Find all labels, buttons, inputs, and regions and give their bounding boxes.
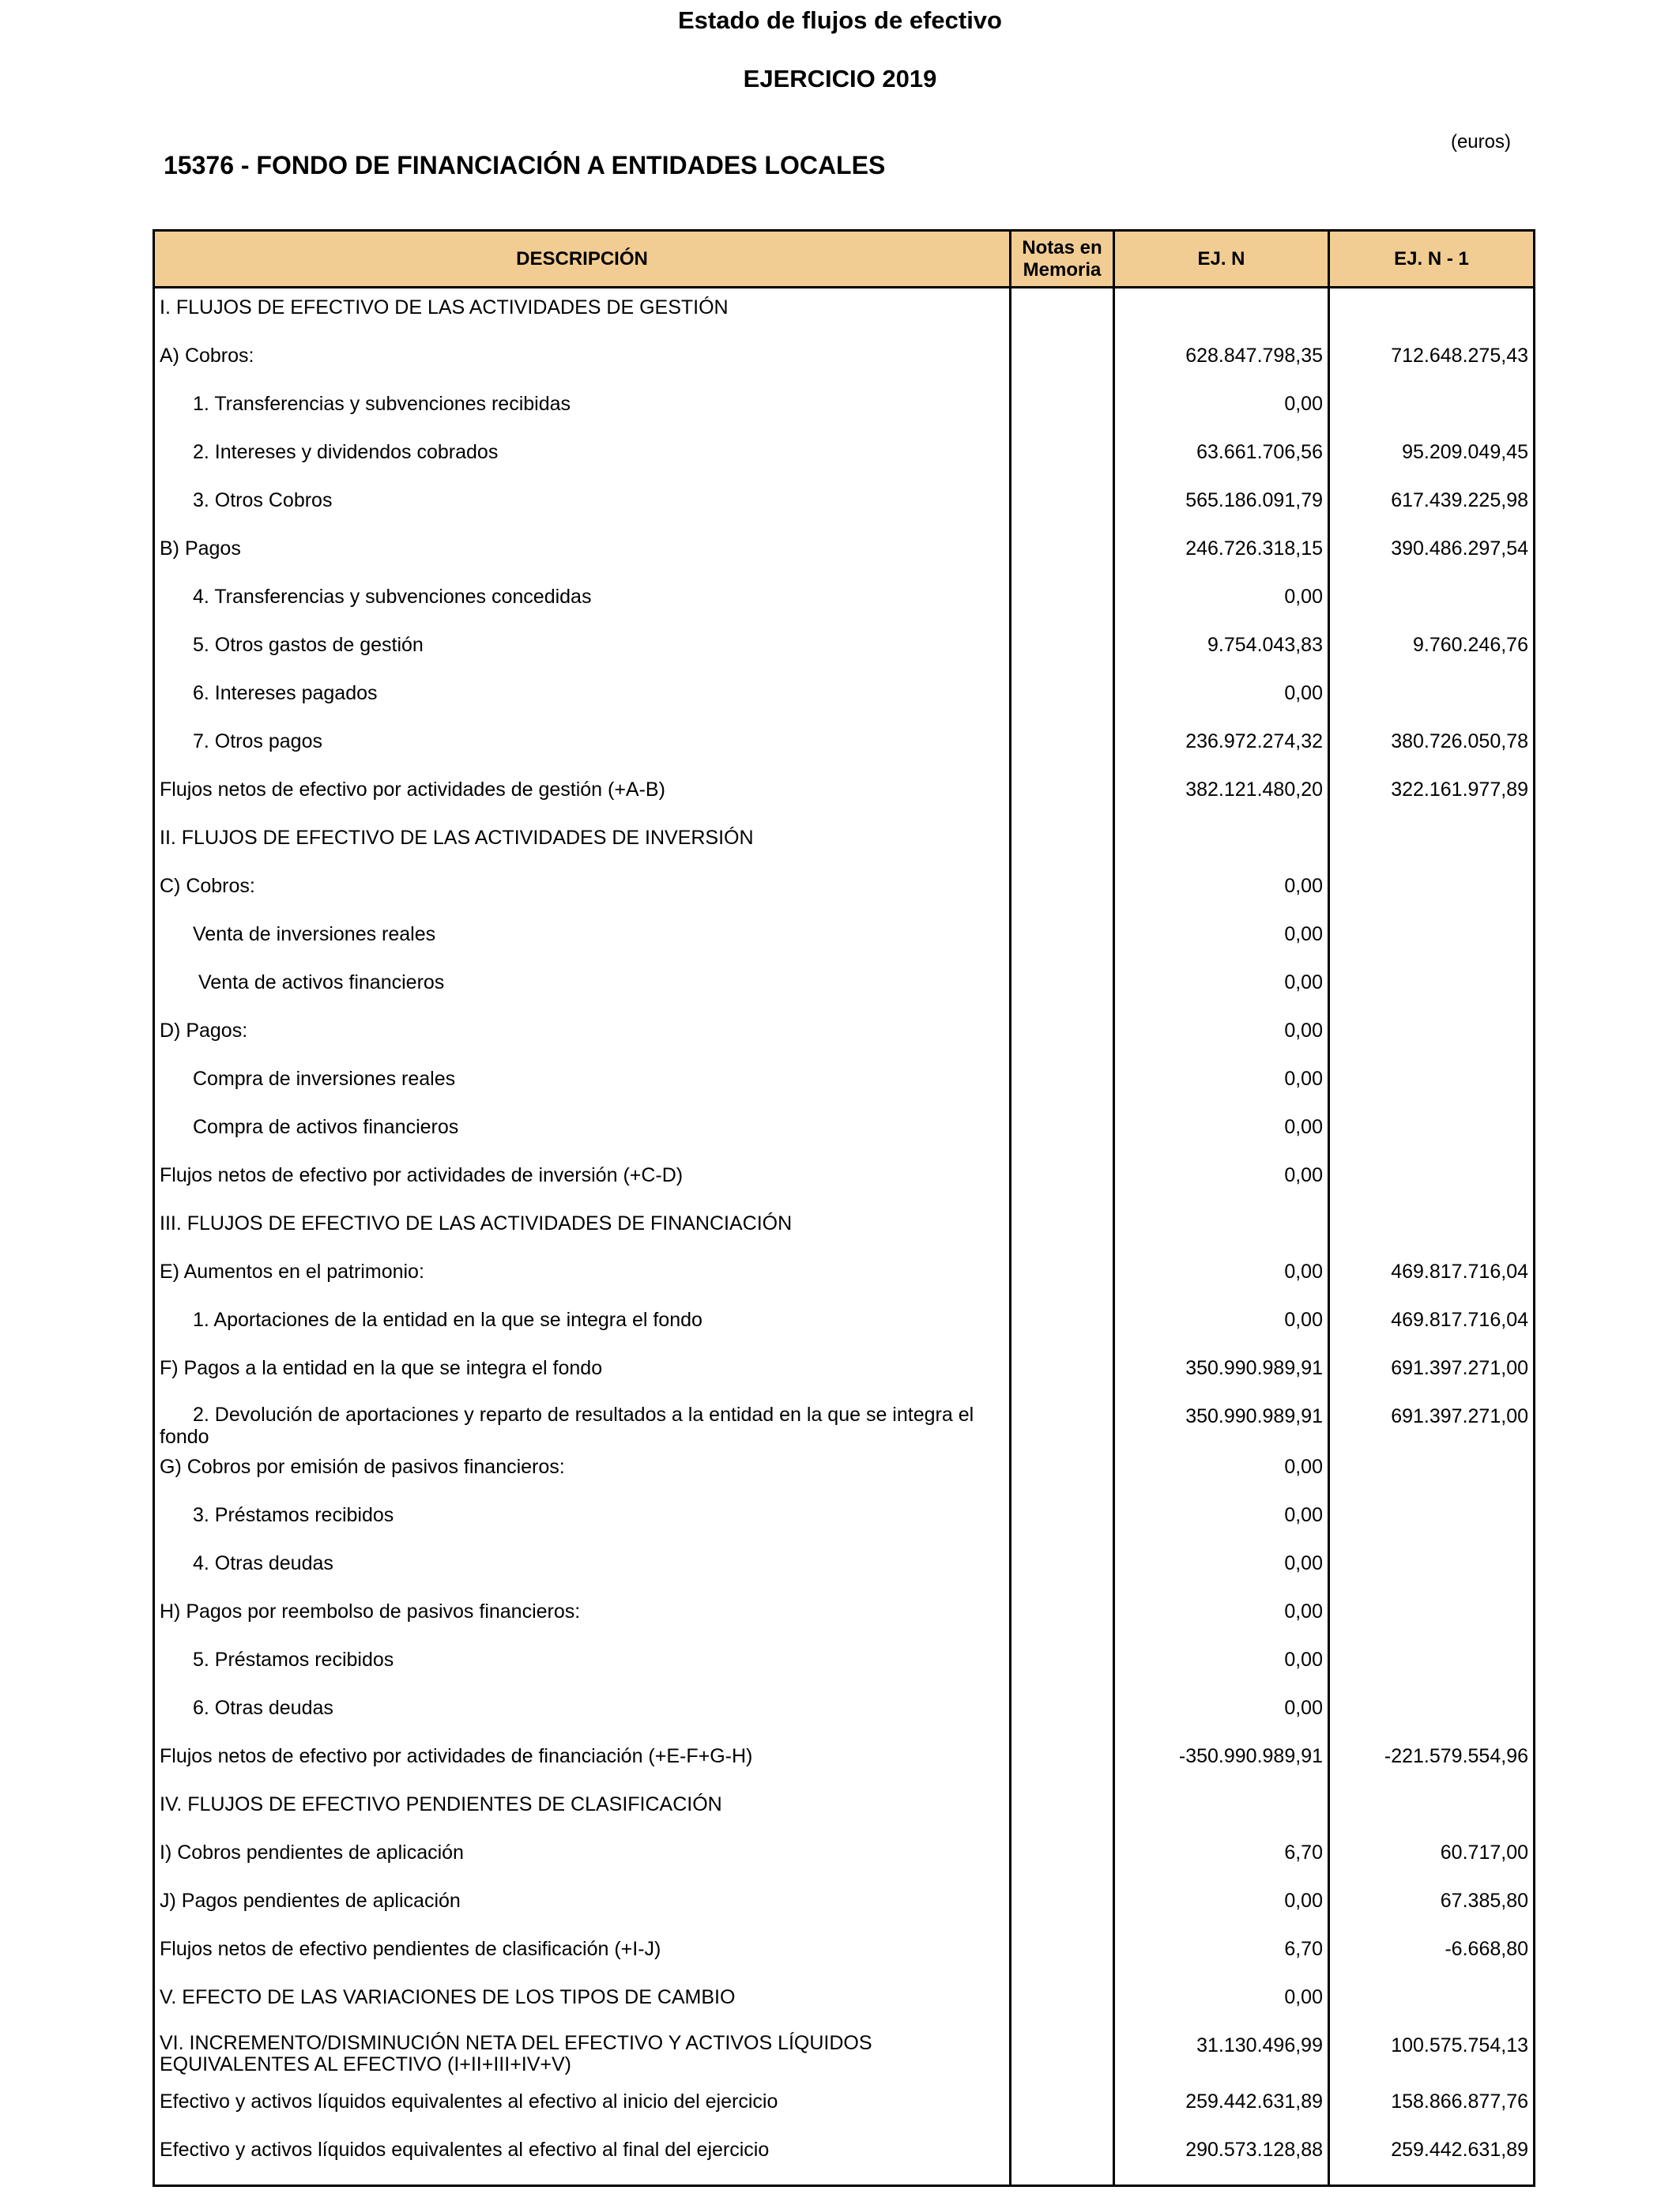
row-value-current: 31.130.496,99 <box>1114 2026 1329 2083</box>
row-notes <box>1011 1882 1114 1930</box>
row-value-current: 0,00 <box>1114 1108 1329 1156</box>
row-value-previous: 67.385,80 <box>1329 1882 1535 1930</box>
table-row <box>154 867 1535 915</box>
row-notes <box>1011 1496 1114 1544</box>
row-description: Flujos netos de efectivo pendientes de clasificación (+I-J) <box>154 1930 1011 1978</box>
fiscal-year: EJERCICIO 2019 <box>743 65 937 92</box>
row-description: 6. Otras deudas <box>154 1689 1011 1737</box>
table-row <box>154 1204 1535 1253</box>
row-value-previous: 60.717,00 <box>1329 1834 1535 1882</box>
row-description: 5. Otros gastos de gestión <box>154 626 1011 674</box>
row-value-current <box>1114 288 1329 337</box>
row-description: Venta de inversiones reales <box>154 915 1011 963</box>
row-value-current: 0,00 <box>1114 1544 1329 1593</box>
row-value-previous <box>1329 1060 1535 1108</box>
table-row <box>154 1882 1535 1930</box>
row-value-current: 565.186.091,79 <box>1114 481 1329 530</box>
table-row <box>154 1108 1535 1156</box>
row-notes <box>1011 771 1114 819</box>
row-notes <box>1011 1641 1114 1689</box>
row-value-previous: 691.397.271,00 <box>1329 1397 1535 1448</box>
row-value-previous <box>1329 867 1535 915</box>
row-notes <box>1011 1834 1114 1882</box>
row-description: J) Pagos pendientes de aplicación <box>154 1882 1011 1930</box>
table-row <box>154 2083 1535 2131</box>
row-notes <box>1011 481 1114 530</box>
row-description: II. FLUJOS DE EFECTIVO DE LAS ACTIVIDADES DE INVERSIÓN <box>154 819 1011 867</box>
col-header-description: DESCRIPCIÓN <box>154 231 1011 288</box>
row-value-current: 0,00 <box>1114 1301 1329 1349</box>
row-description: V. EFECTO DE LAS VARIACIONES DE LOS TIPOS DE CAMBIO <box>154 1978 1011 2026</box>
row-description: 5. Préstamos recibidos <box>154 1641 1011 1689</box>
table-row <box>154 1834 1535 1882</box>
row-value-previous <box>1329 1108 1535 1156</box>
row-description: Flujos netos de efectivo por actividades de gestión (+A-B) <box>154 771 1011 819</box>
table-row <box>154 1349 1535 1397</box>
row-description: 1. Aportaciones de la entidad en la que se integra el fondo <box>154 1301 1011 1349</box>
row-notes <box>1011 915 1114 963</box>
row-value-current: 0,00 <box>1114 867 1329 915</box>
table-row <box>154 1448 1535 1496</box>
row-value-current: 0,00 <box>1114 915 1329 963</box>
row-description: 6. Intereses pagados <box>154 674 1011 722</box>
row-value-previous: -221.579.554,96 <box>1329 1737 1535 1785</box>
row-notes <box>1011 530 1114 578</box>
row-value-previous: 390.486.297,54 <box>1329 530 1535 578</box>
table-row <box>154 1930 1535 1978</box>
row-value-previous <box>1329 1689 1535 1737</box>
table-header-row <box>154 231 1535 288</box>
row-description: 3. Otros Cobros <box>154 481 1011 530</box>
table-row <box>154 819 1535 867</box>
row-value-current: 0,00 <box>1114 1448 1329 1496</box>
row-value-current: 350.990.989,91 <box>1114 1397 1329 1448</box>
row-notes <box>1011 1737 1114 1785</box>
row-value-previous <box>1329 1012 1535 1060</box>
row-value-previous: 322.161.977,89 <box>1329 771 1535 819</box>
row-notes <box>1011 578 1114 626</box>
row-description: 7. Otros pagos <box>154 722 1011 771</box>
row-value-previous: 712.648.275,43 <box>1329 337 1535 385</box>
row-notes <box>1011 337 1114 385</box>
row-value-previous <box>1329 819 1535 867</box>
row-value-previous <box>1329 288 1535 337</box>
row-description: 2. Devolución de aportaciones y reparto de resultados a la entidad en la que se integra el fondo <box>154 1397 1011 1448</box>
table-row <box>154 1496 1535 1544</box>
row-description: C) Cobros: <box>154 867 1011 915</box>
row-value-previous <box>1329 1978 1535 2026</box>
entity-name: 15376 - FONDO DE FINANCIACIÓN A ENTIDADES LOCALES <box>164 151 886 179</box>
row-notes <box>1011 626 1114 674</box>
row-notes <box>1011 1204 1114 1253</box>
row-value-current: 0,00 <box>1114 1641 1329 1689</box>
row-description: 2. Intereses y dividendos cobrados <box>154 433 1011 481</box>
row-notes <box>1011 1301 1114 1349</box>
row-value-previous: -6.668,80 <box>1329 1930 1535 1978</box>
row-value-previous: 380.726.050,78 <box>1329 722 1535 771</box>
row-description: IV. FLUJOS DE EFECTIVO PENDIENTES DE CLASIFICACIÓN <box>154 1785 1011 1834</box>
row-value-previous <box>1329 578 1535 626</box>
table-row <box>154 1301 1535 1349</box>
table-row <box>154 1544 1535 1593</box>
row-description: Flujos netos de efectivo por actividades de financiación (+E-F+G-H) <box>154 1737 1011 1785</box>
row-value-current: 246.726.318,15 <box>1114 530 1329 578</box>
row-value-current <box>1114 1785 1329 1834</box>
row-description: III. FLUJOS DE EFECTIVO DE LAS ACTIVIDADES DE FINANCIACIÓN <box>154 1204 1011 1253</box>
col-header-current-year: EJ. N <box>1114 231 1329 288</box>
row-value-previous: 469.817.716,04 <box>1329 1253 1535 1301</box>
row-description: Compra de activos financieros <box>154 1108 1011 1156</box>
row-value-current: 9.754.043,83 <box>1114 626 1329 674</box>
row-notes <box>1011 1397 1114 1448</box>
row-value-current: 0,00 <box>1114 1496 1329 1544</box>
cash-flow-table <box>153 229 1535 2187</box>
row-value-current: 6,70 <box>1114 1930 1329 1978</box>
row-value-current <box>1114 819 1329 867</box>
table-row <box>154 1978 1535 2026</box>
row-description: E) Aumentos en el patrimonio: <box>154 1253 1011 1301</box>
row-value-previous <box>1329 1785 1535 1834</box>
row-description: I) Cobros pendientes de aplicación <box>154 1834 1011 1882</box>
row-notes <box>1011 2131 1114 2186</box>
row-notes <box>1011 1930 1114 1978</box>
row-notes <box>1011 2083 1114 2131</box>
row-value-previous <box>1329 674 1535 722</box>
table-row <box>154 385 1535 433</box>
row-value-current: 0,00 <box>1114 1060 1329 1108</box>
table-row <box>154 1689 1535 1737</box>
row-value-current: 0,00 <box>1114 1156 1329 1204</box>
row-notes <box>1011 1448 1114 1496</box>
table-row <box>154 530 1535 578</box>
table-row <box>154 288 1535 337</box>
row-value-current: 0,00 <box>1114 1253 1329 1301</box>
row-description: Compra de inversiones reales <box>154 1060 1011 1108</box>
row-description: F) Pagos a la entidad en la que se integra el fondo <box>154 1349 1011 1397</box>
row-notes <box>1011 1349 1114 1397</box>
row-description: 4. Transferencias y subvenciones concedidas <box>154 578 1011 626</box>
row-notes <box>1011 288 1114 337</box>
table-row <box>154 1785 1535 1834</box>
row-value-current: 0,00 <box>1114 674 1329 722</box>
row-value-current <box>1114 1204 1329 1253</box>
table-row <box>154 722 1535 771</box>
row-description: Flujos netos de efectivo por actividades de inversión (+C-D) <box>154 1156 1011 1204</box>
row-value-previous: 691.397.271,00 <box>1329 1349 1535 1397</box>
table-row <box>154 963 1535 1012</box>
row-value-current: 628.847.798,35 <box>1114 337 1329 385</box>
row-notes <box>1011 1253 1114 1301</box>
row-value-current: 382.121.480,20 <box>1114 771 1329 819</box>
row-value-previous <box>1329 1448 1535 1496</box>
table-row <box>154 1641 1535 1689</box>
row-description: A) Cobros: <box>154 337 1011 385</box>
table-row <box>154 481 1535 530</box>
table-row <box>154 1012 1535 1060</box>
row-value-previous <box>1329 1544 1535 1593</box>
row-description: 4. Otras deudas <box>154 1544 1011 1593</box>
table-row <box>154 433 1535 481</box>
row-value-current: 6,70 <box>1114 1834 1329 1882</box>
row-value-current: 0,00 <box>1114 1978 1329 2026</box>
row-value-current: 0,00 <box>1114 578 1329 626</box>
row-value-current: 63.661.706,56 <box>1114 433 1329 481</box>
row-description: I. FLUJOS DE EFECTIVO DE LAS ACTIVIDADES DE GESTIÓN <box>154 288 1011 337</box>
row-value-previous <box>1329 963 1535 1012</box>
row-value-previous: 9.760.246,76 <box>1329 626 1535 674</box>
row-value-previous: 469.817.716,04 <box>1329 1301 1535 1349</box>
row-value-current: 0,00 <box>1114 1689 1329 1737</box>
row-value-previous <box>1329 1156 1535 1204</box>
table-row <box>154 1253 1535 1301</box>
row-value-previous: 259.442.631,89 <box>1329 2131 1535 2186</box>
row-value-current: 0,00 <box>1114 1593 1329 1641</box>
row-notes <box>1011 674 1114 722</box>
col-header-notes: Notas en Memoria <box>1011 231 1114 288</box>
table-row <box>154 771 1535 819</box>
table-row <box>154 2131 1535 2186</box>
row-value-current: 290.573.128,88 <box>1114 2131 1329 2186</box>
row-value-previous: 95.209.049,45 <box>1329 433 1535 481</box>
row-notes <box>1011 433 1114 481</box>
row-value-previous: 617.439.225,98 <box>1329 481 1535 530</box>
row-notes <box>1011 1060 1114 1108</box>
row-value-current: 0,00 <box>1114 963 1329 1012</box>
row-description: 3. Préstamos recibidos <box>154 1496 1011 1544</box>
row-value-previous <box>1329 1641 1535 1689</box>
row-value-previous <box>1329 1496 1535 1544</box>
table-row <box>154 626 1535 674</box>
currency-units: (euros) <box>1450 131 1511 153</box>
row-description: Venta de activos financieros <box>154 963 1011 1012</box>
row-value-current: 0,00 <box>1114 1882 1329 1930</box>
row-notes <box>1011 819 1114 867</box>
row-notes <box>1011 1012 1114 1060</box>
row-notes <box>1011 722 1114 771</box>
row-notes <box>1011 963 1114 1012</box>
row-value-previous <box>1329 915 1535 963</box>
row-description: Efectivo y activos líquidos equivalentes al efectivo al final del ejercicio <box>154 2131 1011 2186</box>
row-value-previous <box>1329 1593 1535 1641</box>
row-description: H) Pagos por reembolso de pasivos financieros: <box>154 1593 1011 1641</box>
row-notes <box>1011 1544 1114 1593</box>
row-description: Efectivo y activos líquidos equivalentes al efectivo al inicio del ejercicio <box>154 2083 1011 2131</box>
table-row <box>154 674 1535 722</box>
table-row <box>154 1397 1535 1448</box>
table-row <box>154 915 1535 963</box>
table-row <box>154 1060 1535 1108</box>
row-value-current: 259.442.631,89 <box>1114 2083 1329 2131</box>
table-row <box>154 578 1535 626</box>
row-description: D) Pagos: <box>154 1012 1011 1060</box>
row-notes <box>1011 2026 1114 2083</box>
row-description: VI. INCREMENTO/DISMINUCIÓN NETA DEL EFECTIVO Y ACTIVOS LÍQUIDOS EQUIVALENTES AL EFECTIVO (I+II+III+IV+V) <box>154 2026 1011 2083</box>
table-row <box>154 1156 1535 1204</box>
row-value-previous <box>1329 385 1535 433</box>
row-notes <box>1011 1108 1114 1156</box>
page-title: Estado de flujos de efectivo <box>678 6 1002 34</box>
row-value-current: 0,00 <box>1114 385 1329 433</box>
row-notes <box>1011 1593 1114 1641</box>
row-value-previous: 158.866.877,76 <box>1329 2083 1535 2131</box>
row-value-current: 350.990.989,91 <box>1114 1349 1329 1397</box>
table-body <box>154 288 1535 2186</box>
table-row <box>154 2026 1535 2083</box>
row-notes <box>1011 1785 1114 1834</box>
row-value-current: -350.990.989,91 <box>1114 1737 1329 1785</box>
table-row <box>154 1593 1535 1641</box>
row-value-previous <box>1329 1204 1535 1253</box>
row-notes <box>1011 1978 1114 2026</box>
row-notes <box>1011 1689 1114 1737</box>
row-notes <box>1011 867 1114 915</box>
col-header-previous-year: EJ. N - 1 <box>1329 231 1535 288</box>
row-notes <box>1011 385 1114 433</box>
row-value-previous: 100.575.754,13 <box>1329 2026 1535 2083</box>
row-description: 1. Transferencias y subvenciones recibidas <box>154 385 1011 433</box>
row-notes <box>1011 1156 1114 1204</box>
table-row <box>154 337 1535 385</box>
row-description: G) Cobros por emisión de pasivos financieros: <box>154 1448 1011 1496</box>
row-description: B) Pagos <box>154 530 1011 578</box>
row-value-current: 236.972.274,32 <box>1114 722 1329 771</box>
table-row <box>154 1737 1535 1785</box>
row-value-current: 0,00 <box>1114 1012 1329 1060</box>
